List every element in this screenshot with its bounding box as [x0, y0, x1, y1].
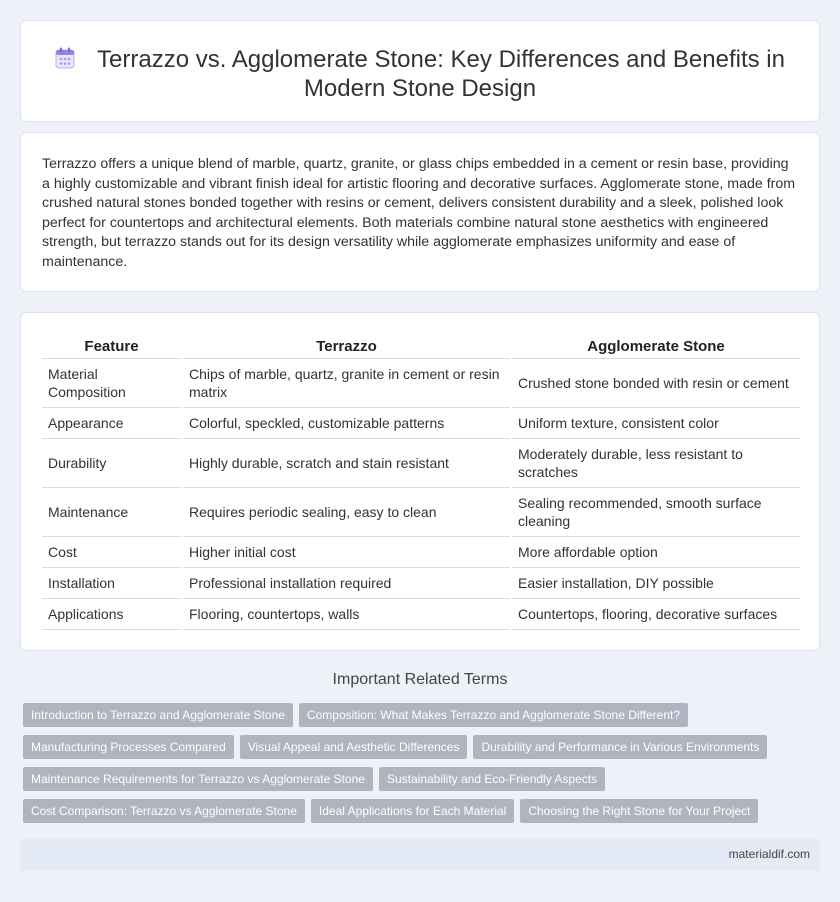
cell-feature: Appearance [42, 408, 182, 439]
cell-terrazzo: Flooring, countertops, walls [182, 599, 511, 630]
related-term-tag[interactable]: Choosing the Right Stone for Your Project [520, 799, 758, 823]
table-header-row [42, 336, 800, 359]
cell-terrazzo: Colorful, speckled, customizable patterns [182, 408, 511, 439]
intro-paragraph: Terrazzo offers a unique blend of marble, quartz, granite, or glass chips embedded in a cement or resin base, providing a highly customizable and vibrant finish ideal for artistic flooring and decorative surfaces. Agglomerate stone, made from crushed natural stones bonded together with resins or cement, delivers consistent durability and a sleek, polished look perfect for countertops and architectural elements. Both materials combine natural stone aesthetics with engineered strength, but terrazzo stands out for its design versatility while agglomerate emphasizes uniformity and ease of maintenance. [42, 156, 796, 270]
footer [20, 838, 820, 871]
cell-agglomerate: Uniform texture, consistent color [511, 408, 800, 439]
cell-agglomerate: Sealing recommended, smooth surface cleaning [511, 488, 800, 537]
title-line-2: Modern Stone Design [303, 75, 537, 102]
cell-agglomerate: Moderately durable, less resistant to scratches [511, 439, 800, 488]
table-row [42, 408, 800, 439]
intro-card [20, 132, 820, 292]
cell-agglomerate: More affordable option [511, 537, 800, 568]
table-row [42, 488, 800, 537]
cell-feature: Material Composition [42, 359, 182, 408]
related-term-tag[interactable]: Cost Comparison: Terrazzo vs Agglomerate Stone [23, 799, 305, 823]
cell-feature: Cost [42, 537, 182, 568]
cell-feature: Durability [42, 439, 182, 488]
cell-agglomerate: Easier installation, DIY possible [511, 568, 800, 599]
table-row [42, 568, 800, 599]
related-term-tag[interactable]: Composition: What Makes Terrazzo and Agglomerate Stone Different? [299, 703, 688, 727]
table-row [42, 537, 800, 568]
footer-site-link[interactable]: materialdif.com [728, 847, 810, 861]
header-terrazzo: Terrazzo [182, 336, 511, 359]
cell-feature: Maintenance [42, 488, 182, 537]
header-card [20, 20, 820, 122]
cell-terrazzo: Chips of marble, quartz, granite in cement or resin matrix [182, 359, 511, 408]
table-row [42, 359, 800, 408]
related-term-tag[interactable]: Sustainability and Eco-Friendly Aspects [379, 767, 605, 791]
page-title [21, 45, 819, 103]
header-agglomerate: Agglomerate Stone [511, 336, 800, 359]
related-terms-list [23, 703, 823, 831]
related-terms-title: Important Related Terms [332, 671, 508, 688]
related-term-tag[interactable]: Durability and Performance in Various Environments [473, 735, 767, 759]
cell-agglomerate: Crushed stone bonded with resin or cement [511, 359, 800, 408]
related-term-tag[interactable]: Ideal Applications for Each Material [311, 799, 514, 823]
cell-terrazzo: Higher initial cost [182, 537, 511, 568]
related-term-tag[interactable]: Visual Appeal and Aesthetic Differences [240, 735, 468, 759]
table-row [42, 439, 800, 488]
table-row [42, 599, 800, 630]
cell-feature: Applications [42, 599, 182, 630]
related-term-tag[interactable]: Maintenance Requirements for Terrazzo vs Agglomerate Stone [23, 767, 373, 791]
header-feature: Feature [42, 336, 182, 359]
cell-terrazzo: Professional installation required [182, 568, 511, 599]
cell-terrazzo: Requires periodic sealing, easy to clean [182, 488, 511, 537]
title-line-1: Terrazzo vs. Agglomerate Stone: Key Differences and Benefits in [97, 46, 785, 73]
comparison-table-card [20, 312, 820, 651]
document-icon [55, 47, 75, 69]
cell-agglomerate: Countertops, flooring, decorative surfaces [511, 599, 800, 630]
cell-terrazzo: Highly durable, scratch and stain resistant [182, 439, 511, 488]
comparison-table [42, 336, 800, 630]
related-term-tag[interactable]: Manufacturing Processes Compared [23, 735, 234, 759]
cell-feature: Installation [42, 568, 182, 599]
related-term-tag[interactable]: Introduction to Terrazzo and Agglomerate Stone [23, 703, 293, 727]
